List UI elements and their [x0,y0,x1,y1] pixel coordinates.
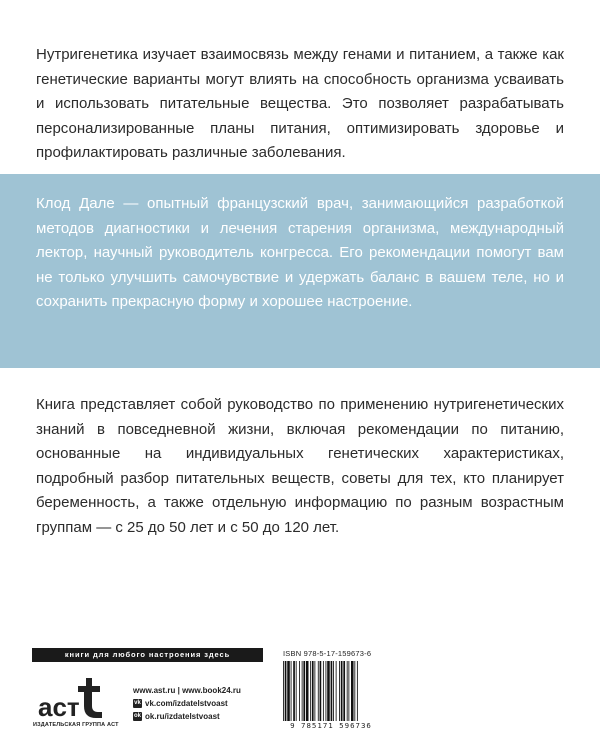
logo-text: аст [38,692,80,722]
barcode-bar [343,661,345,721]
barcode-bar [283,661,284,721]
barcode-bar [285,661,287,721]
barcode-icon [281,661,381,721]
barcode-bar [312,661,314,721]
barcode-bar [296,661,297,721]
barcode-bar [303,661,305,721]
summary-paragraph: Книга представляет собой руководство по применению нутригенетических знаний в повседневной жизни, включая рекомендации по питанию, основанные на индивидуальных генетических характеристиках, подробный разбор питательных веществ, советы для тех, кто планирует беременность, а также отдельную информацию по разным возрастным группам — с 25 до 50 лет и с 50 до 120 лет. [36,396,564,536]
barcode-bar [354,661,355,721]
barcode-bar [347,661,348,721]
barcode-bar [336,661,337,721]
barcode-bar [348,661,349,721]
barcode-bar [333,661,334,721]
author-paragraph: Клод Дале — опытный французский врач, занимающийся разработкой методов диагностики и лечения старения организма, международный лектор, научный руководитель конгресса. Его рекомендации помогут вам не только улучшить самочувствие и удержать баланс в вашем теле, но и сохранить прекрасную форму и хорошее настроение. [36,195,564,310]
barcode-bar [320,661,322,721]
barcode-bar [326,661,327,721]
barcode-bar [293,661,295,721]
barcode-bar [291,661,292,721]
barcode-bar [331,661,333,721]
ast-logo-icon [34,668,116,728]
barcode-bar [302,661,303,721]
tagline: книги для любого настроения здесь [32,648,263,662]
websites-link[interactable]: www.ast.ru | www.book24.ru [133,686,241,695]
barcode-bar [339,661,340,721]
barcode-bar [323,661,324,721]
vk-icon: vk [134,700,141,706]
logo-caption: ИЗДАТЕЛЬСКАЯ ГРУППА АСТ [33,722,119,728]
barcode-bar [341,661,343,721]
intro-paragraph: Нутригенетика изучает взаимосвязь между генами и питанием, а также как генетические варианты могут влиять на способность организма усваивать и использовать питательные вещества. Это позволяет разрабатывать персонализированные планы питания, оптимизировать здоровье и профилактировать различные заболевания. [36,46,564,161]
isbn-text: ISBN 978-5-17-159673-6 [283,649,372,658]
barcode-bar [314,661,315,721]
barcode-bar [327,661,330,721]
barcode-bar [351,661,354,721]
ok-link[interactable]: ok.ru/izdatelstvoast [145,712,220,721]
barcode-bar [287,661,290,721]
barcode-bar [310,661,311,721]
barcode-bar [318,661,319,721]
contacts [133,684,241,723]
ok-icon: ok [133,713,141,719]
barcode-bar [357,661,358,721]
vk-link[interactable]: vk.com/izdatelstvoast [145,699,228,708]
barcode-digits: 9 785171 596736 [290,721,372,730]
barcode-bar [306,661,309,721]
barcode-bar [299,661,300,721]
